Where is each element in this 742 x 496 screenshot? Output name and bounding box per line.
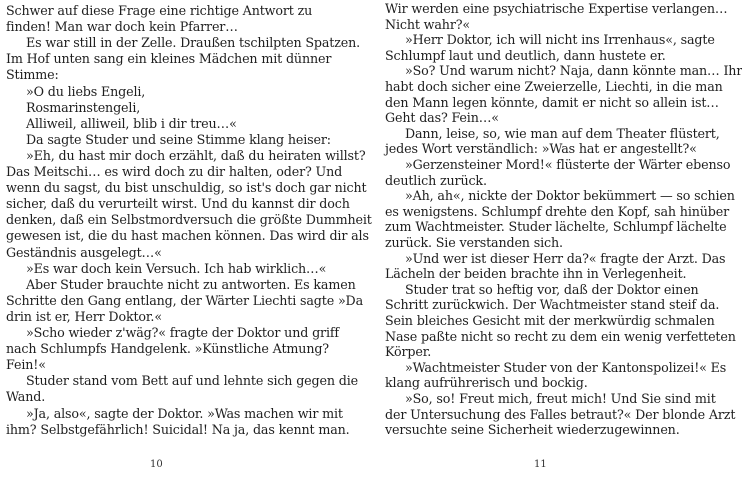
right-page-text [348, 0, 742, 496]
text-line: »Wachtmeister Studer von der Kantonspolizei!« Es [405, 359, 727, 375]
text-line: Im Hof unten sang ein kleines Mädchen mit dünner [6, 51, 332, 67]
text-line: Alliweil, alliweil, blib i dir treu…« [26, 115, 237, 131]
text-line: Wand. [6, 389, 46, 405]
right-page-number: 11 [534, 459, 547, 470]
text-line: habt doch sicher eine Zweierzelle, Liechti, in die man [385, 79, 723, 94]
text-line: nach Schlumpfs Handgelenk. »Künstliche Atmung? [6, 341, 329, 357]
text-line: Da sagte Studer und seine Stimme klang heiser: [26, 131, 331, 147]
text-line: Nase paßte nicht so recht zu dem ein wenig verfetteten [385, 328, 736, 344]
text-line: »Eh, du hast mir doch erzählt, daß du heiraten willst? [26, 147, 366, 163]
text-line: ihm? Selbstgefährlich! Suicidal! Na ja, das kennt man. [6, 421, 350, 437]
text-line: »Ah, ah«, nickte der Doktor bekümmert — so schien [405, 188, 735, 204]
text-line: versuchte seine Sicherheit wiederzugewinnen. [385, 422, 680, 438]
text-line: Es war still in der Zelle. Draußen tschilpten Spatzen. [26, 35, 361, 51]
text-line: Lächeln der beiden brachte ihn in Verlegenheit. [385, 266, 687, 282]
left-page-number: 10 [150, 459, 163, 470]
text-line: finden! Man war doch kein Pfarrer… [6, 19, 238, 35]
text-line: zum Wachtmeister. Studer lächelte, Schlumpf lächelte [385, 219, 727, 235]
text-line: Aber Studer brauchte nicht zu antworten. Es kamen [26, 276, 356, 292]
text-line: den Mann legen könnte, damit er nicht so allein ist… [385, 94, 719, 110]
text-line: Schlumpf laut und deutlich, dann hustete er. [385, 47, 666, 63]
text-line: Geständnis ausgelegt…« [6, 244, 162, 260]
text-line: Das Meitschi… es wird doch zu dir halten, oder? Und [6, 164, 343, 179]
text-line: jedes Wort verständlich: »Was hat er angestellt?« [385, 141, 697, 157]
text-line: »Herr Doktor, ich will nicht ins Irrenhaus«, sagte [405, 32, 715, 48]
text-line: Sein bleiches Gesicht mit der merkwürdig schmalen [385, 313, 715, 328]
text-line: Stimme: [6, 67, 59, 83]
text-line: »So, so! Freut mich, freut mich! Und Sie sind mit [405, 391, 716, 406]
text-line: »Scho wieder z'wäg?« fragte der Doktor und griff [26, 325, 339, 340]
text-line: Nicht wahr?« [385, 16, 470, 32]
text-line: Wir werden eine psychiatrische Expertise verlangen… [385, 1, 728, 16]
text-line: Schritte den Gang entlang, der Wärter Liechti sagte »Da [6, 292, 363, 308]
text-line: Studer trat so heftig vor, daß der Doktor einen [405, 281, 699, 297]
text-line: sicher, daß du verurteilt wirst. Und du kannst dir doch [6, 196, 350, 212]
text-line: »So? Und warum nicht? Naja, dann könnte man… Ihr [405, 63, 742, 79]
text-line: Rosmarinstengeli, [26, 99, 141, 115]
text-line: »Und wer ist dieser Herr da?« fragte der Arzt. Das [405, 250, 726, 266]
text-line: Schwer auf diese Frage eine richtige Antwort zu [6, 3, 313, 18]
right-page [348, 0, 742, 496]
text-line: Dann, leise, so, wie man auf dem Theater flüstert, [405, 125, 720, 141]
text-line: »Gerzensteiner Mord!« flüsterte der Wärter ebenso [405, 157, 731, 172]
text-line: wenn du sagst, du bist unschuldig, so ist's doch gar nicht [6, 180, 367, 196]
text-line: klang aufrührerisch und bockig. [385, 375, 588, 391]
text-line: Studer stand vom Bett auf und lehnte sich gegen die [26, 373, 359, 389]
text-line: »Es war doch kein Versuch. Ich hab wirklich…« [26, 260, 327, 276]
text-line: es wenigstens. Schlumpf drehte den Kopf, sah hinüber [385, 203, 730, 219]
text-line: gewesen ist, die du hast machen können. Das wird dir als [6, 228, 369, 244]
text-line: denken, daß ein Selbstmordversuch die größte Dummheit [6, 212, 372, 228]
text-line: Schritt zurückwich. Der Wachtmeister stand steif da. [385, 297, 720, 313]
text-line: Geht das? Fein…« [385, 110, 499, 126]
text-line: der Untersuchung des Falles betraut?« Der blonde Arzt [385, 406, 736, 422]
text-line: drin ist er, Herr Doktor.« [6, 308, 162, 324]
text-line: zurück. Sie verstanden sich. [385, 235, 563, 250]
text-line: »O du liebs Engeli, [26, 83, 146, 99]
text-line: deutlich zurück. [385, 172, 487, 188]
text-line: Fein!« [6, 357, 46, 373]
text-line: »Ja, also«, sagte der Doktor. »Was machen wir mit [26, 405, 343, 421]
text-line: Körper. [385, 344, 432, 360]
